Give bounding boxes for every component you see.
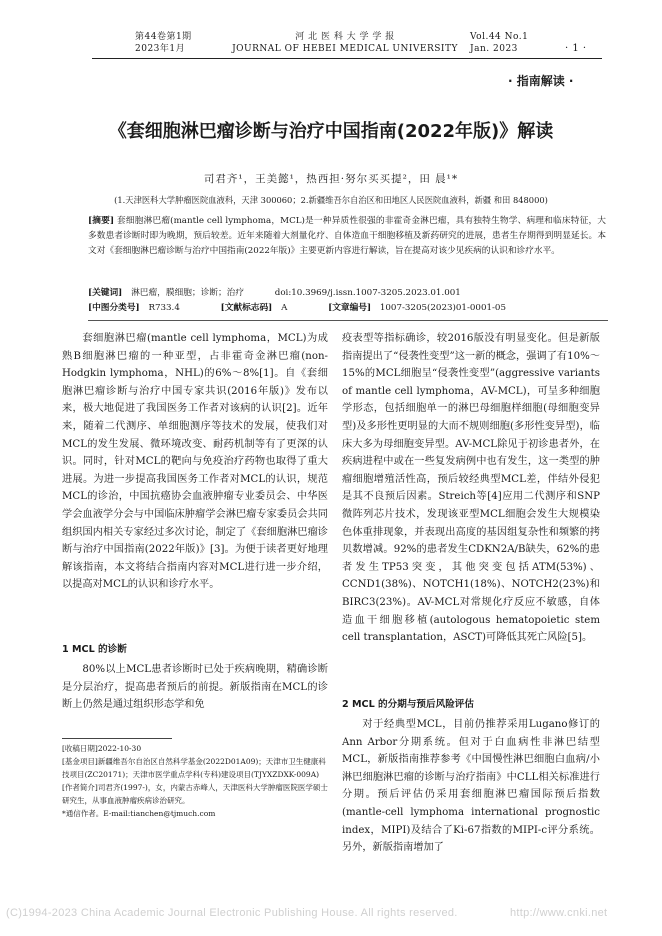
page-number: · 1 · — [565, 43, 587, 54]
intro-paragraph: 套细胞淋巴瘤(mantle cell lymphoma，MCL)为成熟B细胞淋巴瘤的一种亚型，占非霍奇金淋巴瘤(non-Hodgkin lymphoma，NHL)的6%～8%[1]。自《套细胞淋巴瘤诊断与治疗中国专家共识(2016年版)》发布以来，极大地促进了我国医务工作者对该病的认识[2]。近年来，随着二代测序、单细胞测序等技术的发展，使我们对MCL的发生发展、微环境改变、耐药机制等有了更深的认识。同时，针对MCL的靶向与免疫治疗药物也取得了重大进展。为进一步提高我国医务工作者对MCL的认识，规范MCL的诊治，中国抗癌协会血液肿瘤专业委员会、中华医学会血液学分会与中国临床肿瘤学会淋巴瘤专家委员会共同组织国内相关专家经过多次讨论，制定了《套细胞淋巴瘤诊断与治疗中国指南(2022年版)》[3]。为便于读者更好地理解该指南，本文将结合指南内容对MCL进行进一步介绍，以提高对MCL的认识和诊疗水平。 — [62, 333, 328, 591]
article-title: 《套细胞淋巴瘤诊断与治疗中国指南(2022年版)》解读 — [108, 121, 554, 142]
article-no-label: [文章编号] — [328, 303, 372, 313]
keywords-line — [88, 286, 608, 300]
left-column — [62, 330, 328, 594]
date-en: Jan. 2023 — [470, 44, 518, 54]
footnotes — [62, 742, 328, 820]
abstract — [88, 214, 606, 259]
author-bio: [作者简介]司君齐(1997-)，女，内蒙古赤峰人，天津医科大学肿瘤医院医学硕士研究生，从事血液肿瘤疾病诊治研究。 — [62, 783, 328, 805]
section-1-body — [62, 661, 328, 714]
header-rule — [92, 58, 602, 59]
date-cn: 2023年1月 — [135, 44, 186, 54]
section-2-body — [342, 716, 600, 857]
corresponding-author: *通信作者。E-mail:tianchen@tjmuch.com — [62, 809, 216, 818]
section-1-heading: 1 MCL 的诊断 — [62, 644, 127, 655]
author-list: 司君齐¹，王美懿¹，热西担·努尔买买提²，田 晨¹* — [203, 173, 459, 185]
fund-info: [基金项目]新疆维吾尔自治区自然科学基金(2022D01A09)；天津市卫生健康科技项目(ZC20171)；天津市医学重点学科(专科)建设项目(TJYXZDXK-009A) — [62, 757, 326, 779]
right-paragraph-1: 疫表型等指标确诊，较2016版没有明显变化。但是新版指南提出了“侵袭性变型”这一新的概念，强调了有10%～15%的MCL细胞呈“侵袭性变型”(aggressive variants of mantle cell lymphoma，AV-MCL)，可呈多种细胞学形态，包括细胞单一的淋巴母细胞样细胞(母细胞变异型)及多形性更明显的大而不规则细胞(多形性变异型)，临床大多为母细胞变异型。AV-MCL除见于初诊患者外，在疾病进程中或在一些复发病例中也有发生，这一类型的肿瘤细胞增殖活性高，预后较经典型MCL差，伴结外侵犯是其不良预后因素。Streich等[4]应用二代测序和SNP微阵列芯片技术，发现该亚型MCL细胞会发生大规模染色体重排现象，并表现出高度的基因组复杂性和频繁的拷贝数增减。92%的患者发生CDKN2A/B缺失，62%的患者发生TP53突变，其他突变包括ATM(53%)、CCND1(38%)、NOTCH1(18%)、NOTCH2(23%)和BIRC3(23%)。AV-MCL对常规化疗反应不敏感，自体造血干细胞移植(autologous hematopoietic stem cell transplantation，ASCT)可降低其死亡风险[5]。 — [342, 333, 600, 644]
abstract-label: [摘要] — [88, 216, 115, 226]
section-2-paragraph: 对于经典型MCL，目前仍推荐采用Lugano修订的Ann Arbor分期系统。但对于白血病性非淋巴结型MCL，新版指南推荐参考《中国慢性淋巴细胞白血病/小淋巴细胞淋巴瘤的诊断与治疗指南》中CLL相关标准进行分期。预后评估仍采用套细胞淋巴瘤国际预后指数(mantle-cell lymphoma international prognostic index，MIPI)及结合了Ki-67指数的MIPI-c评分系统。另外，新版指南增加了 — [342, 719, 600, 854]
abstract-text: 套细胞淋巴瘤(mantle cell lymphoma，MCL)是一种异质性很强的非霍奇金淋巴瘤，具有独特生物学、病理和临床特征，大多数患者诊断时即为晚期，预后较差。近年来随着大剂量化疗、自体造血干细胞移植及新药研究的进展，患者生存期得到明显延长。本文对《套细胞淋巴瘤诊断与治疗中国指南(2022年版)》主要更新内容进行解读，旨在提高对该少见疾病的认识和诊疗水平。 — [88, 216, 606, 256]
article-no-value: 1007-3205(2023)01-0001-05 — [379, 303, 506, 313]
copyright-watermark: (C)1994-2023 China Academic Journal Electronic Publishing House. All rights reserved. — [6, 907, 458, 919]
clc-label: [中图分类号] — [88, 303, 140, 313]
classification-line — [88, 301, 608, 315]
clc-value: R733.4 — [148, 303, 180, 313]
affiliation: (1.天津医科大学肿瘤医院血液科，天津 300060；2.新疆维吾尔自治区和田地区人民医院血液科，新疆 和田 848000) — [114, 195, 548, 205]
journal-volume-en — [470, 31, 528, 55]
right-column — [342, 330, 600, 647]
abstract-rule — [88, 320, 608, 321]
cnki-url-watermark: http://www.cnki.net — [510, 907, 608, 919]
section-badge: · 指南解读 · — [508, 74, 574, 88]
journal-name — [230, 31, 460, 55]
journal-name-en: JOURNAL OF HEBEI MEDICAL UNIVERSITY — [232, 44, 458, 54]
doc-code-label: [文献标志码] — [220, 303, 273, 313]
journal-name-cn: 河 北 医 科 大 学 学 报 — [295, 32, 395, 42]
keywords: 淋巴瘤，膜细胞；诊断；治疗 — [131, 288, 244, 298]
footnote-rule — [62, 738, 172, 739]
received-date: [收稿日期]2022-10-30 — [62, 744, 142, 753]
journal-issue — [135, 31, 192, 55]
section-1-paragraph: 80%以上MCL患者诊断时已处于疾病晚期，精确诊断是分层治疗，提高患者预后的前提。新版指南在MCL的诊断上仍然是通过组织形态学和免 — [62, 664, 328, 711]
doi: doi:10.3969/j.issn.1007-3205.2023.01.001 — [274, 288, 461, 298]
volume-issue-en: Vol.44 No.1 — [470, 32, 529, 42]
keywords-label: [关键词] — [88, 288, 123, 298]
doc-code-value: A — [281, 303, 288, 313]
volume-issue-cn: 第44卷第1期 — [135, 32, 192, 42]
section-2-heading: 2 MCL 的分期与预后风险评估 — [342, 699, 474, 710]
